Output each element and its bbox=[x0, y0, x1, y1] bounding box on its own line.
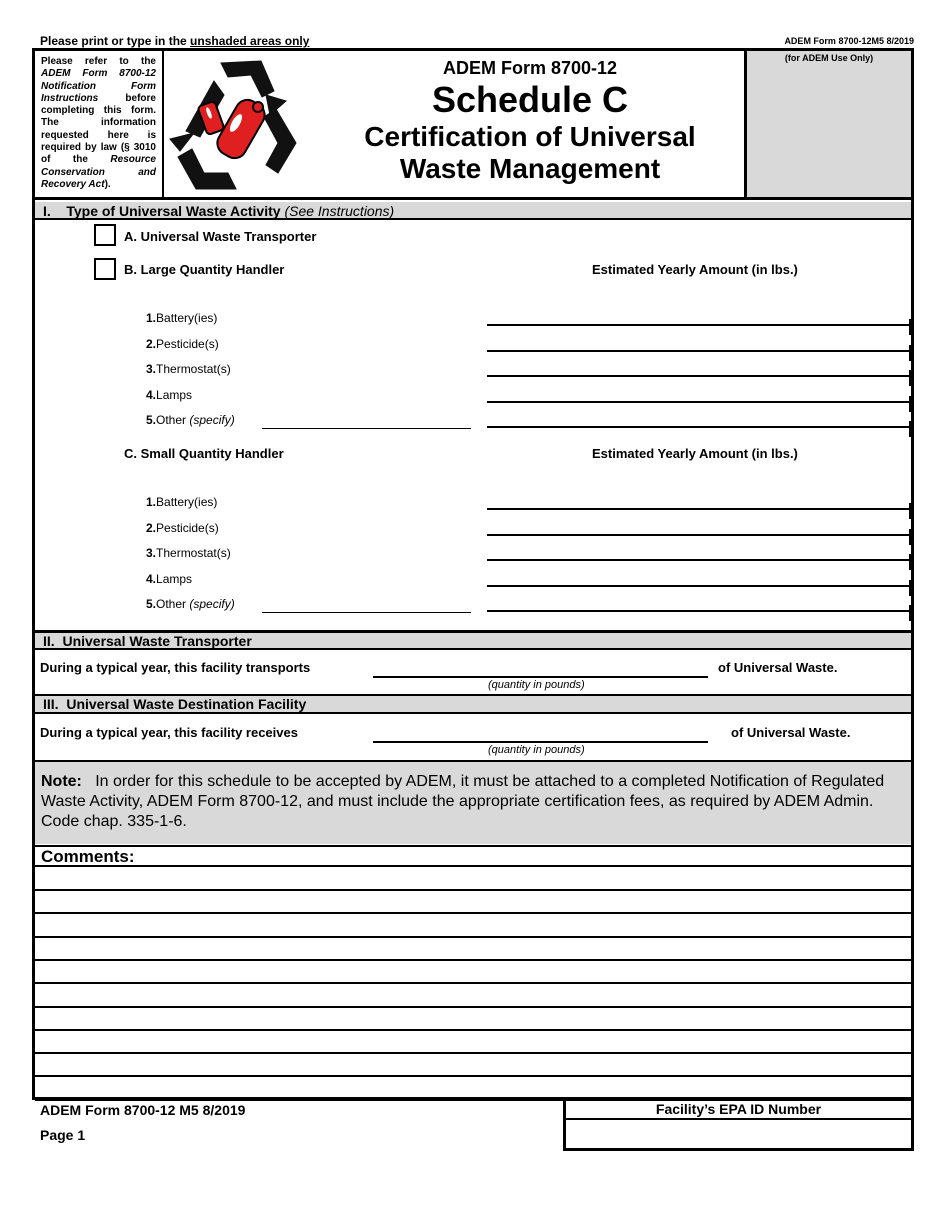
item-text: Thermostat(s) bbox=[156, 546, 231, 560]
refer-text-part: Please refer to the bbox=[41, 56, 156, 67]
item-text: Lamps bbox=[156, 571, 193, 586]
lqh-amount-field-3[interactable] bbox=[487, 375, 911, 377]
section-3-header: III. Universal Waste Destination Facility bbox=[35, 694, 911, 714]
comment-line[interactable] bbox=[35, 936, 911, 938]
item-text: Other bbox=[156, 413, 190, 427]
sqh-other-specify-field[interactable] bbox=[262, 612, 471, 613]
field-edge-tick bbox=[909, 345, 912, 361]
lqh-item-1 bbox=[146, 311, 217, 325]
field-edge-tick bbox=[909, 421, 912, 437]
field-edge-tick bbox=[909, 319, 912, 335]
comment-line[interactable] bbox=[35, 982, 911, 984]
refer-text-part: before completing this form. The information requested here is required by law (§ 3010 of the bbox=[41, 92, 156, 166]
item-text: Pesticide(s) bbox=[156, 336, 219, 351]
lqh-amount-label: Estimated Yearly Amount (in lbs.) bbox=[592, 262, 798, 277]
comments-header: Comments: bbox=[35, 845, 911, 867]
refer-text-part: Resource Conservation and Recovery Act bbox=[41, 154, 156, 190]
refer-text-part: ADEM Form 8700-12 Notification Form Instructions bbox=[41, 68, 156, 104]
item-number: 1. bbox=[146, 495, 157, 509]
refer-text-part: ). bbox=[104, 178, 111, 190]
item-number: 4. bbox=[146, 571, 157, 586]
sqh-item-4 bbox=[146, 572, 192, 586]
lqh-amount-field-2[interactable] bbox=[487, 350, 911, 352]
transports-text: During a typical year, this facility transports bbox=[40, 660, 311, 675]
title-line-1: Certification of Universal bbox=[364, 121, 696, 152]
refer-instructions bbox=[35, 51, 164, 197]
sqh-amount-field-1[interactable] bbox=[487, 508, 911, 510]
transporter-checkbox[interactable] bbox=[94, 224, 116, 246]
transports-quantity-field[interactable] bbox=[373, 676, 708, 678]
field-edge-tick bbox=[909, 605, 912, 621]
form-code: ADEM Form 8700-12M5 8/2019 bbox=[784, 36, 914, 46]
sqh-item-2 bbox=[146, 521, 219, 535]
lqh-amount-field-4[interactable] bbox=[487, 401, 911, 403]
sqh-item-5 bbox=[146, 597, 235, 611]
transports-qty-label: (quantity in pounds) bbox=[488, 679, 585, 691]
section-2-header: II. Universal Waste Transporter bbox=[35, 630, 911, 650]
field-edge-tick bbox=[909, 554, 912, 570]
small-quantity-handler-label: C. Small Quantity Handler bbox=[124, 446, 284, 461]
item-number: 4. bbox=[146, 387, 157, 402]
item-text: Other bbox=[156, 597, 190, 611]
comment-line[interactable] bbox=[35, 889, 911, 891]
footer-page-number: Page 1 bbox=[40, 1127, 86, 1143]
field-edge-tick bbox=[909, 580, 912, 596]
lqh-item-3 bbox=[146, 362, 231, 376]
comment-line[interactable] bbox=[35, 1029, 911, 1031]
adem-use-box: (for ADEM Use Only) bbox=[744, 51, 911, 197]
item-number: 2. bbox=[146, 336, 157, 351]
field-edge-tick bbox=[909, 503, 912, 519]
lqh-item-2 bbox=[146, 337, 219, 351]
comment-line[interactable] bbox=[35, 1006, 911, 1008]
sqh-amount-label: Estimated Yearly Amount (in lbs.) bbox=[592, 446, 798, 461]
item-number: 5. bbox=[146, 597, 157, 611]
sqh-amount-field-5[interactable] bbox=[487, 610, 911, 612]
footer-form-code: ADEM Form 8700-12 M5 8/2019 bbox=[40, 1102, 246, 1118]
sqh-amount-field-3[interactable] bbox=[487, 559, 911, 561]
section-1-header: I. Type of Universal Waste Activity (See Instructions) bbox=[35, 202, 911, 220]
recycle-battery-logo bbox=[166, 51, 312, 197]
receives-suffix: of Universal Waste. bbox=[731, 725, 851, 740]
comment-line[interactable] bbox=[35, 959, 911, 961]
transports-suffix: of Universal Waste. bbox=[718, 660, 838, 675]
top-instruction: Please print or type in the unshaded areas only bbox=[40, 34, 310, 48]
comment-line[interactable] bbox=[35, 1075, 911, 1077]
item-specify-hint: (specify) bbox=[189, 597, 235, 611]
field-edge-tick bbox=[909, 370, 912, 386]
item-text: Battery(ies) bbox=[156, 311, 218, 325]
lqh-item-5 bbox=[146, 413, 235, 427]
lqh-amount-field-5[interactable] bbox=[487, 426, 911, 428]
sqh-amount-field-4[interactable] bbox=[487, 585, 911, 587]
sqh-item-3 bbox=[146, 546, 231, 560]
recycle-icon bbox=[166, 51, 312, 197]
lqh-other-specify-field[interactable] bbox=[262, 428, 471, 429]
receives-quantity-field[interactable] bbox=[373, 741, 708, 743]
comment-line[interactable] bbox=[35, 912, 911, 914]
lqh-amount-field-1[interactable] bbox=[487, 324, 911, 326]
large-quantity-handler-label: B. Large Quantity Handler bbox=[124, 262, 285, 277]
comment-line[interactable] bbox=[35, 1052, 911, 1054]
item-number: 2. bbox=[146, 520, 157, 535]
item-specify-hint: (specify) bbox=[189, 413, 235, 427]
item-number: 3. bbox=[146, 546, 157, 560]
item-number: 3. bbox=[146, 362, 157, 376]
epa-id-label: Facility’s EPA ID Number bbox=[566, 1101, 911, 1120]
sqh-amount-field-2[interactable] bbox=[487, 534, 911, 536]
sqh-item-1 bbox=[146, 495, 217, 509]
item-text: Lamps bbox=[156, 387, 193, 402]
title-block bbox=[320, 58, 740, 185]
epa-id-field[interactable] bbox=[566, 1122, 911, 1148]
transporter-label: A. Universal Waste Transporter bbox=[124, 229, 317, 244]
field-edge-tick bbox=[909, 396, 912, 412]
title-line-2: Waste Management bbox=[399, 153, 661, 184]
receives-qty-label: (quantity in pounds) bbox=[488, 744, 585, 756]
form-number: ADEM Form 8700-12 bbox=[442, 58, 618, 78]
large-quantity-handler-checkbox[interactable] bbox=[94, 258, 116, 280]
field-edge-tick bbox=[909, 529, 912, 545]
receives-text: During a typical year, this facility receives bbox=[40, 725, 298, 740]
item-number: 5. bbox=[146, 413, 157, 427]
item-text: Pesticide(s) bbox=[156, 520, 219, 535]
note-box: Note: In order for this schedule to be accepted by ADEM, it must be attached to a completed Notification of Regulated Waste Activity, ADEM Form 8700-12, and must include the appropriate certification fees, as required by ADEM Admin. Code chap. 335-1-6. bbox=[35, 760, 911, 844]
schedule-title: Schedule C bbox=[431, 79, 629, 120]
item-number: 1. bbox=[146, 311, 157, 325]
lqh-item-4 bbox=[146, 388, 192, 402]
item-text: Battery(ies) bbox=[156, 495, 218, 509]
item-text: Thermostat(s) bbox=[156, 362, 231, 376]
